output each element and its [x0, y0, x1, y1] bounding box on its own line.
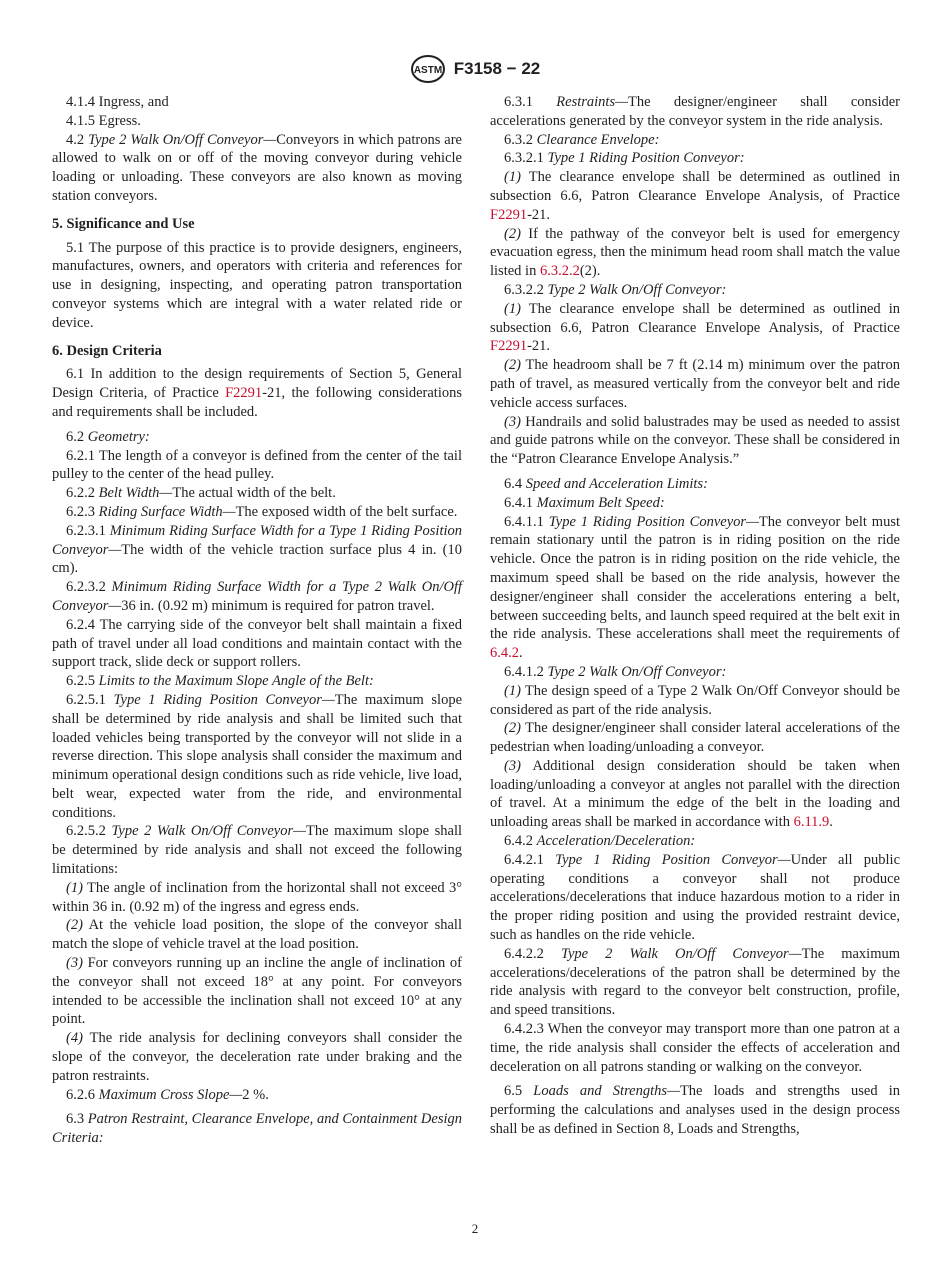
list-item-b1: (1) The clearance envelope shall be determined as outlined in subsection 6.6, Patron Clearance Envelope Analysis, of Practice F2291-21. — [490, 300, 900, 355]
list-item-a1: (1) The clearance envelope shall be determined as outlined in subsection 6.6, Patron Clearance Envelope Analysis, of Practice F2291-21. — [490, 169, 900, 223]
left-column — [52, 93, 462, 1148]
list-item-1: (1) The angle of inclination from the horizontal shall not exceed 3° within 36 in. (0.92 m) of the ingress and egress ends. — [52, 879, 462, 915]
link-6-11-9[interactable]: 6.11.9 — [793, 814, 830, 831]
para-6-3-2-1: 6.3.2.1 Type 1 Riding Position Conveyor: — [504, 150, 745, 167]
para-6-4: 6.4 Speed and Acceleration Limits: — [504, 475, 708, 492]
para-6-5: 6.5 Loads and Strengths—The loads and strengths used in performing the calculations and analyses used in the design process shall be as defined in Section 8, Loads and Strengths, — [490, 1083, 900, 1138]
para-6-2-4: 6.2.4 The carrying side of the conveyor belt shall maintain a fixed path of travel under all load conditions and maintain contact with the support track, slide deck or support rollers. — [52, 616, 462, 671]
astm-logo-icon — [410, 54, 446, 84]
para-5-1: 5.1 The purpose of this practice is to provide designers, engineers, manufactures, owners, and operators with criteria and references for use in designing, inspecting, and operating patron transportation conveyor systems which are integral with a water related ride or device. — [52, 239, 462, 331]
para-6-2-3: 6.2.3 Riding Surface Width—The exposed width of the belt surface. — [66, 503, 458, 520]
link-f2291[interactable]: F2291 — [490, 206, 528, 223]
para-6-3: 6.3 Patron Restraint, Clearance Envelope, and Containment Design Criteria: — [52, 1111, 463, 1147]
para-6-3-2-2: 6.3.2.2 Type 2 Walk On/Off Conveyor: — [504, 281, 727, 298]
link-f2291[interactable]: F2291 — [490, 338, 528, 355]
para-6-2-3-1: 6.2.3.1 Minimum Riding Surface Width for a Type 1 Riding Position Conveyor—The width of the vehicle traction surface plus 4 in. (10 cm). — [52, 522, 463, 577]
para-6-4-2: 6.4.2 Acceleration/Deceleration: — [504, 833, 696, 850]
para-6-1: 6.1 In addition to the design requirements of Section 5, General Design Criteria, of Practice F2291-21, the following considerations and requirements shall be included. — [52, 366, 463, 420]
link-6-3-2-2[interactable]: 6.3.2.2 — [539, 263, 580, 280]
para-6-4-2-3: 6.4.2.3 When the conveyor may transport more than one patron at a time, the ride analysis shall consider the effects of acceleration and deceleration on all patrons standing or walking on the conveyor. — [490, 1021, 900, 1075]
section-5-heading: 5. Significance and Use — [52, 215, 195, 232]
logo-text: ASTM — [413, 65, 442, 76]
list-item-4: (4) The ride analysis for declining conveyors shall consider the slope of the conveyor, the deceleration rate under braking and the patron restraints. — [52, 1030, 462, 1084]
list-item-3: (3) For conveyors running up an incline the angle of inclination of the conveyor shall not exceed 18° at any point. For conveyors intended to be accessible the inclination shall not exceed 10° at any point. — [52, 955, 462, 1028]
list-item-b2: (2) The headroom shall be 7 ft (2.14 m) minimum over the patron path of travel, as measured vertically from the conveyor belt and ride vehicle access surfaces. — [490, 357, 900, 411]
para-6-2-6: 6.2.6 Maximum Cross Slope—2 %. — [66, 1086, 269, 1103]
section-6-heading: 6. Design Criteria — [52, 342, 162, 359]
para-6-2-5-1: 6.2.5.1 Type 1 Riding Position Conveyor—The maximum slope shall be determined by ride analysis and shall be limited such that loaded vehicles being transported by the conveyor will not slide in a reverse direction. This slope analysis shall consider the maximum and minimum operational design conditions such as ride vehicle, live load, belt wear, expected water from the ride, and environmental conditions. — [52, 691, 463, 821]
page-number: 2 — [471, 1221, 479, 1236]
para-6-2: 6.2 Geometry: — [66, 428, 150, 445]
list-item-c3: (3) Additional design consideration should be taken when loading/unloading a conveyor at angles not parallel with the direction of travel. At a minimum the edge of the belt in the loading and unloading areas shall be marked in accordance with 6.11.9. — [490, 757, 900, 831]
para-6-4-2-1: 6.4.2.1 Type 1 Riding Position Conveyor—Under all public operating conditions a conveyor shall not produce accelerations/decelerations that induce hazardous motion to a rider in the proper riding position and using the provided restraint device, such as handles on the ride vehicle. — [490, 851, 900, 944]
para-6-2-1: 6.2.1 The length of a conveyor is defined from the center of the tail pulley to the center of the head pulley. — [52, 447, 462, 483]
para-6-4-1: 6.4.1 Maximum Belt Speed: — [504, 494, 665, 511]
para-4-1-5: 4.1.5 Egress. — [66, 112, 141, 129]
para-6-2-3-2: 6.2.3.2 Minimum Riding Surface Width for a Type 2 Walk On/Off Conveyor—36 in. (0.92 m) minimum is required for patron travel. — [52, 579, 462, 614]
para-4-1-4: 4.1.4 Ingress, and — [66, 94, 169, 110]
para-6-2-5-2: 6.2.5.2 Type 2 Walk On/Off Conveyor—The maximum slope shall be determined by ride analysis and shall not exceed the following limitations: — [52, 823, 463, 878]
para-6-2-2: 6.2.2 Belt Width—The actual width of the belt. — [66, 485, 336, 502]
page-header — [0, 54, 950, 84]
standard-designation: F3158 − 22 — [453, 59, 541, 78]
list-item-c1: (1) The design speed of a Type 2 Walk On/Off Conveyor should be considered as part of the ride analysis. — [490, 682, 900, 718]
link-f2291[interactable]: F2291 — [225, 385, 263, 402]
para-6-2-5: 6.2.5 Limits to the Maximum Slope Angle of the Belt: — [66, 673, 374, 690]
list-item-b3: (3) Handrails and solid balustrades may be used as needed to assist and guide patrons while on the conveyor. These shall be considered in the “Patron Clearance Envelope Analysis.” — [490, 413, 900, 468]
list-item-a2: (2) If the pathway of the conveyor belt is used for emergency evacuation egress, then the minimum head room shall match the value listed in 6.3.2.2(2). — [490, 225, 900, 280]
para-6-3-2: 6.3.2 Clearance Envelope: — [504, 131, 660, 148]
right-column — [490, 93, 900, 1139]
list-item-2: (2) At the vehicle load position, the slope of the conveyor shall match the slope of vehicle travel at the load position. — [52, 917, 462, 953]
list-item-c2: (2) The designer/engineer shall consider lateral accelerations of the pedestrian when loading/unloading a conveyor. — [490, 720, 900, 756]
para-4-2: 4.2 Type 2 Walk On/Off Conveyor—Conveyors in which patrons are allowed to walk on or off of the moving conveyor during vehicle loading or unloading. These conveyors are also known as moving station conveyors. — [52, 131, 462, 204]
para-6-4-1-2: 6.4.1.2 Type 2 Walk On/Off Conveyor: — [504, 663, 727, 680]
para-6-4-2-2: 6.4.2.2 Type 2 Walk On/Off Conveyor—The maximum accelerations/decelerations of the patron shall be determined by the ride analysis with regard to the conveyor belt construction, profile, and speed transitions. — [490, 945, 901, 1019]
para-6-3-1: 6.3.1 Restraints—The designer/engineer shall consider accelerations generated by the conveyor system in the ride analysis. — [490, 94, 900, 129]
para-6-4-1-1: 6.4.1.1 Type 1 Riding Position Conveyor—The conveyor belt must remain stationary until the patron is in riding position on the ride vehicle. Once the patron is in riding position on the ride vehicle, the maximum speed shall be based on the ride analysis, however the designer/engineer shall consider the accelerations entering a belt, between succeeding belts, and launch speed required at the belt exit in the ride analysis. These accelerations shall meet the requirements of 6.4.2. — [490, 513, 901, 662]
link-6-4-2[interactable]: 6.4.2 — [490, 645, 519, 662]
